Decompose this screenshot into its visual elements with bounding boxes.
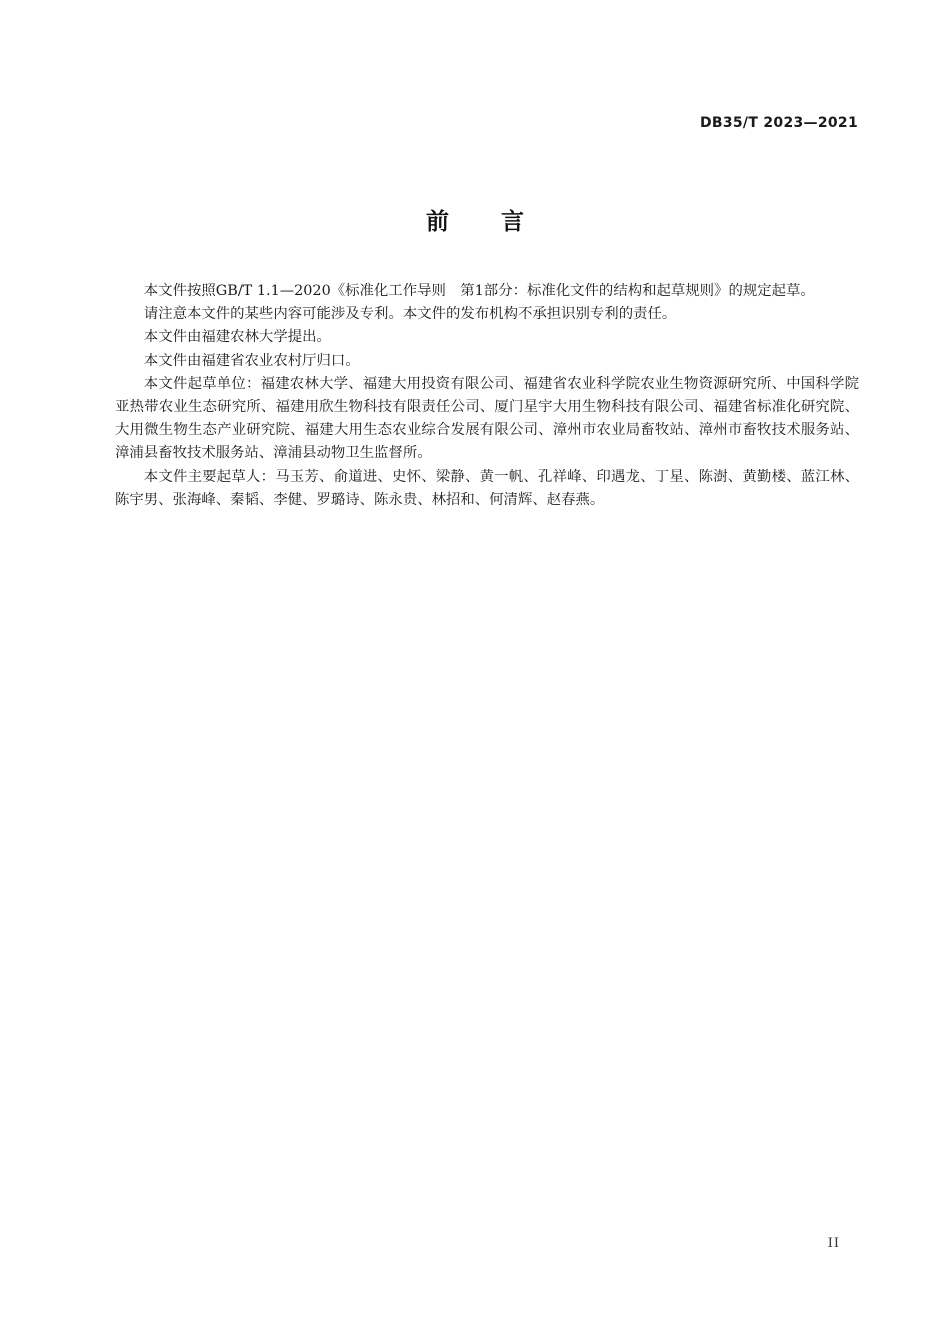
section-heading: 前言	[426, 209, 576, 235]
paragraph-drafting-rules: 本文件按照GB/T 1.1—2020《标准化工作导则 第1部分：标准化文件的结构和起草规则》的规定起草。	[143, 283, 815, 299]
paragraph-drafting-units: 本文件起草单位：福建农林大学、福建大用投资有限公司、福建省农业科学院农业生物资源研究所、中国科学院亚热带农业生态研究所、福建用欣生物科技有限责任公司、厦门星宇大用生物科技有限公司、福建省标准化研究院、大用微生物生态产业研究院、福建大用生态农业综合发展有限公司、漳州市农业局畜牧站、漳州市畜牧技术服务站、漳浦县畜牧技术服务站、漳浦县动物卫生监督所。	[115, 375, 859, 462]
document-code: DB35/T 2023—2021	[699, 115, 858, 131]
paragraph-patent-notice: 请注意本文件的某些内容可能涉及专利。本文件的发布机构不承担识别专利的责任。	[143, 306, 677, 323]
paragraph-proposer: 本文件由福建农林大学提出。	[143, 329, 331, 346]
preface-body	[115, 280, 859, 512]
paragraph-centralized-unit: 本文件由福建省农业农村厅归口。	[143, 352, 360, 369]
paragraph-drafters: 本文件主要起草人：马玉芳、俞道进、史怀、梁静、黄一帆、孔祥峰、印遇龙、丁星、陈澍、黄勤楼、蓝江林、陈宇男、张海峰、秦韬、李健、罗璐诗、陈永贵、林招和、何清辉、赵春燕。	[115, 468, 859, 508]
page-number: II	[827, 1236, 840, 1251]
